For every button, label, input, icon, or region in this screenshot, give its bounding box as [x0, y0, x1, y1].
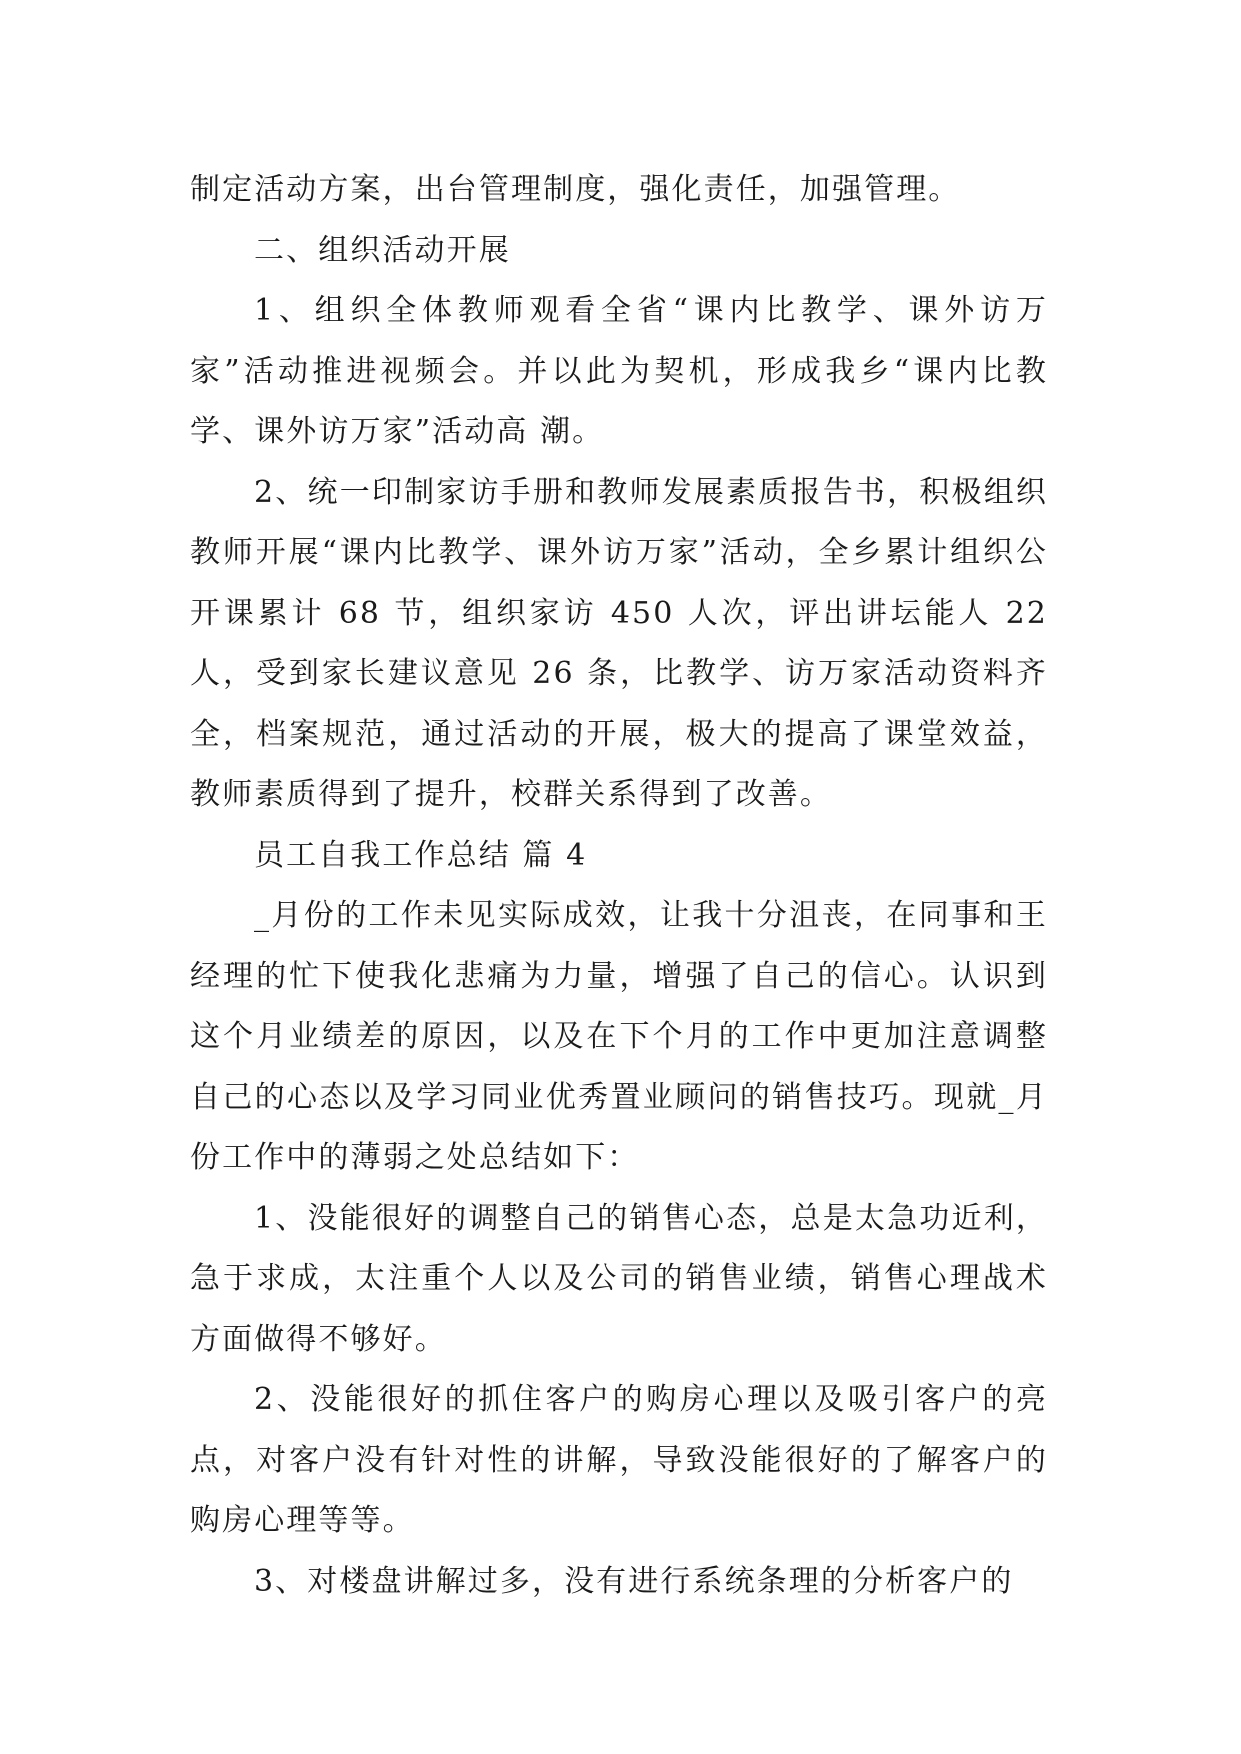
paragraph-month-summary: _月份的工作未见实际成效，让我十分沮丧，在同事和王经理的忙下使我化悲痛为力量，增强了自己的信心。认识到这个月业绩差的原因，以及在下个月的工作中更加注意调整自己的心态以及学习同业优秀置业顾问的销售技巧。现就_月份工作中的薄弱之处总结如下：: [190, 898, 1048, 1175]
document-body: [190, 160, 1048, 1612]
paragraph-item-2: 2、统一印制家访手册和教师发展素质报告书，积极组织教师开展“课内比教学、课外访万家”活动，全乡累计组织公开课累计 68 节，组织家访 450 人次，评出讲坛能人 22 人，受到家长建议意见 26 条，比教学、访万家活动资料齐全，档案规范，通过活动的开展，极大的提高了课堂效益，教师素质得到了提升，校群关系得到了改善。: [190, 474, 1048, 812]
section-heading-organize-activities: 二、组织活动开展: [254, 232, 511, 268]
paragraph-weakness-3: 3、对楼盘讲解过多，没有进行系统条理的分析客户的: [254, 1563, 1014, 1599]
paragraph-1: 制定活动方案，出台管理制度，强化责任，加强管理。: [190, 172, 961, 207]
paragraph-item-1: 1、组织全体教师观看全省“课内比教学、课外访万家”活动推进视频会。并以此为契机，形成我乡“课内比教学、课外访万家”活动高 潮。: [190, 293, 1048, 449]
section-heading-article-4: 员工自我工作总结 篇 4: [254, 837, 588, 873]
paragraph-weakness-2: 2、没能很好的抓住客户的购房心理以及吸引客户的亮点，对客户没有针对性的讲解，导致没能很好的了解客户的购房心理等等。: [190, 1382, 1048, 1538]
paragraph-weakness-1: 1、没能很好的调整自己的销售心态，总是太急功近利，急于求成，太注重个人以及公司的销售业绩，销售心理战术方面做得不够好。: [190, 1200, 1048, 1357]
